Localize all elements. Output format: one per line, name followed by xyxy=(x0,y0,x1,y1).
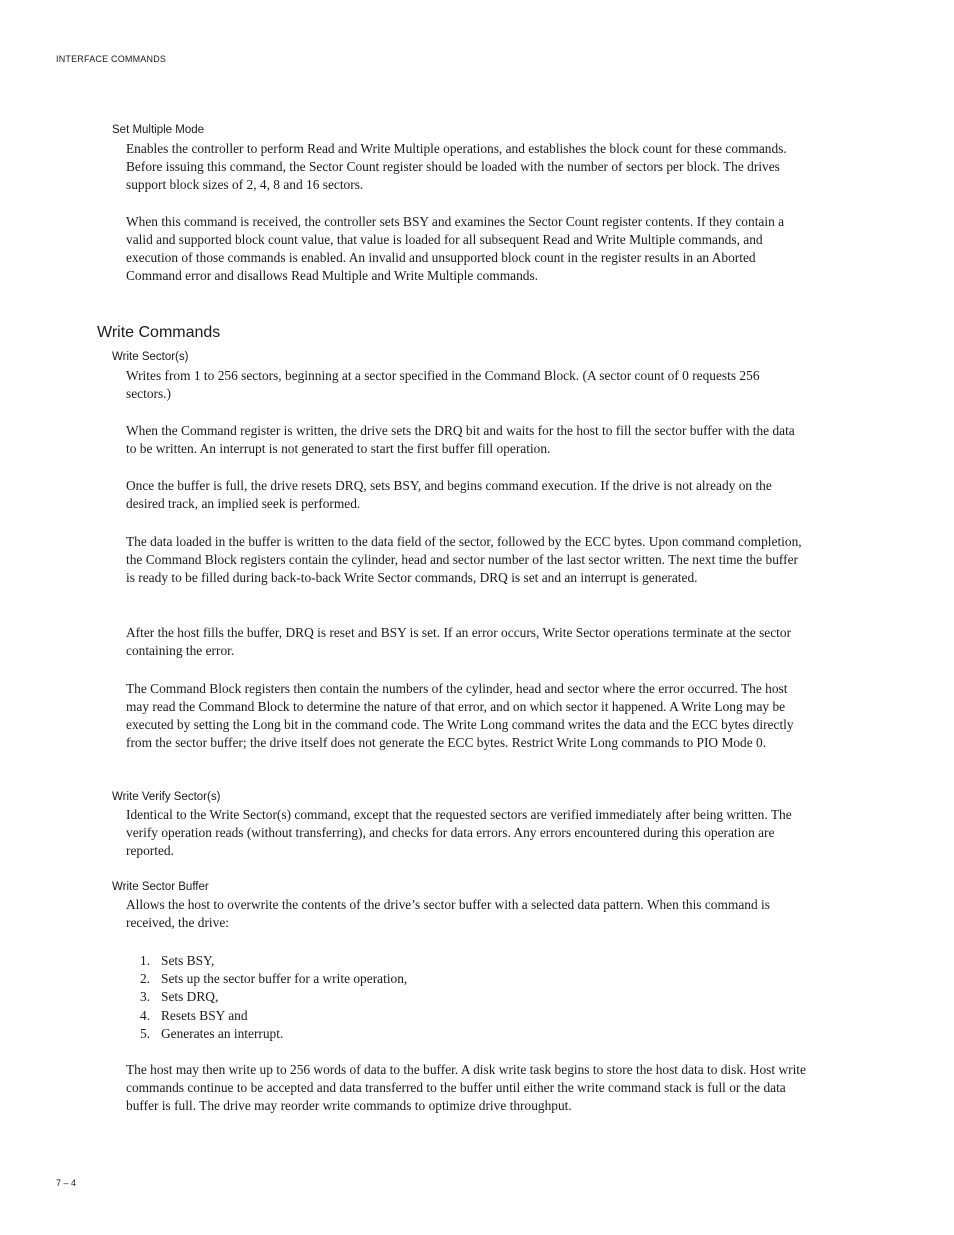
paragraph: Writes from 1 to 256 sectors, beginning at a sector specified in the Command Block. (A sector count of 0 requests 256 sectors.) xyxy=(126,368,760,401)
paragraph: When the Command register is written, the drive sets the DRQ bit and waits for the host to fill the sector buffer with the data to be written. An interrupt is not generated to start the first buffer fill operation. xyxy=(126,423,795,456)
heading-write-commands: Write Commands xyxy=(97,324,221,341)
list-number: 2. xyxy=(140,971,151,987)
list-number: 3. xyxy=(140,989,151,1005)
list-number: 5. xyxy=(140,1025,151,1041)
list-item xyxy=(126,1007,407,1025)
paragraph: The host may then write up to 256 words of data to the buffer. A disk write task begins to store the host data to disk. Host write commands continue to be accepted and data transferred to the buffer until either the write command stack is full or the data buffer is full. The drive may reorder write commands to optimize drive throughput. xyxy=(126,1062,806,1113)
paragraph: When this command is received, the controller sets BSY and examines the Sector Count register contents. If they contain a valid and supported block count value, that value is loaded for all subsequent Read and Write Multiple commands, and execution of those commands is enabled. An invalid and unsupported block count in the register results in an Aborted Command error and disallows Read Multiple and Write Multiple commands. xyxy=(126,214,785,283)
page-number: 7 – 4 xyxy=(56,1178,77,1188)
heading-set-multiple-mode: Set Multiple Mode xyxy=(112,124,205,136)
running-head: INTERFACE COMMANDS xyxy=(56,54,167,64)
paragraph: Once the buffer is full, the drive resets DRQ, sets BSY, and begins command execution. If the drive is not already on the desired track, an implied seek is performed. xyxy=(126,478,772,511)
list-item xyxy=(126,970,407,988)
paragraph: The data loaded in the buffer is written to the data field of the sector, followed by the ECC bytes. Upon command completion, the Command Block registers contain the cylinder, head and sector number of the last sector written. The next time the buffer is ready to be filled during back-to-back Write Sector commands, DRQ is set and an interrupt is generated. xyxy=(126,534,802,585)
list-text: Resets BSY and xyxy=(161,1007,248,1023)
paragraph: Allows the host to overwrite the contents of the drive’s sector buffer with a selected data pattern. When this command is received, the drive: xyxy=(126,897,770,930)
list-item xyxy=(126,1025,407,1043)
list-text: Sets up the sector buffer for a write operation, xyxy=(161,971,408,987)
list-item xyxy=(126,952,407,970)
numbered-list xyxy=(126,952,407,1043)
heading-write-sector-buffer: Write Sector Buffer xyxy=(112,881,209,893)
list-number: 4. xyxy=(140,1007,151,1023)
list-text: Generates an interrupt. xyxy=(161,1025,284,1041)
paragraph: After the host fills the buffer, DRQ is reset and BSY is set. If an error occurs, Write Sector operations terminate at the sector containing the error. xyxy=(126,625,792,658)
heading-write-sectors: Write Sector(s) xyxy=(112,351,189,363)
list-item xyxy=(126,988,407,1006)
paragraph: Enables the controller to perform Read and Write Multiple operations, and establishes the block count for these commands. Before issuing this command, the Sector Count register should be loaded with the number of sectors per block. The drives support block sizes of 2, 4, 8 and 16 sectors. xyxy=(126,141,787,192)
list-text: Sets BSY, xyxy=(161,953,215,968)
heading-write-verify-sectors: Write Verify Sector(s) xyxy=(112,791,221,803)
paragraph: The Command Block registers then contain the numbers of the cylinder, head and sector where the error occurred. The host may read the Command Block to determine the nature of that error, and on which sector it happened. A Write Long may be executed by setting the Long bit in the command code. The Write Long command writes the data and the ECC bytes directly from the sector buffer; the drive itself does not generate the ECC bytes. Restrict Write Long commands to PIO Mode 0. xyxy=(126,681,794,750)
list-number: 1. xyxy=(140,953,151,968)
list-text: Sets DRQ, xyxy=(161,989,219,1005)
paragraph: Identical to the Write Sector(s) command, except that the requested sectors are verified immediately after being written. The verify operation reads (without transferring), and checks for data errors. Any errors encountered during this operation are reported. xyxy=(126,807,792,858)
